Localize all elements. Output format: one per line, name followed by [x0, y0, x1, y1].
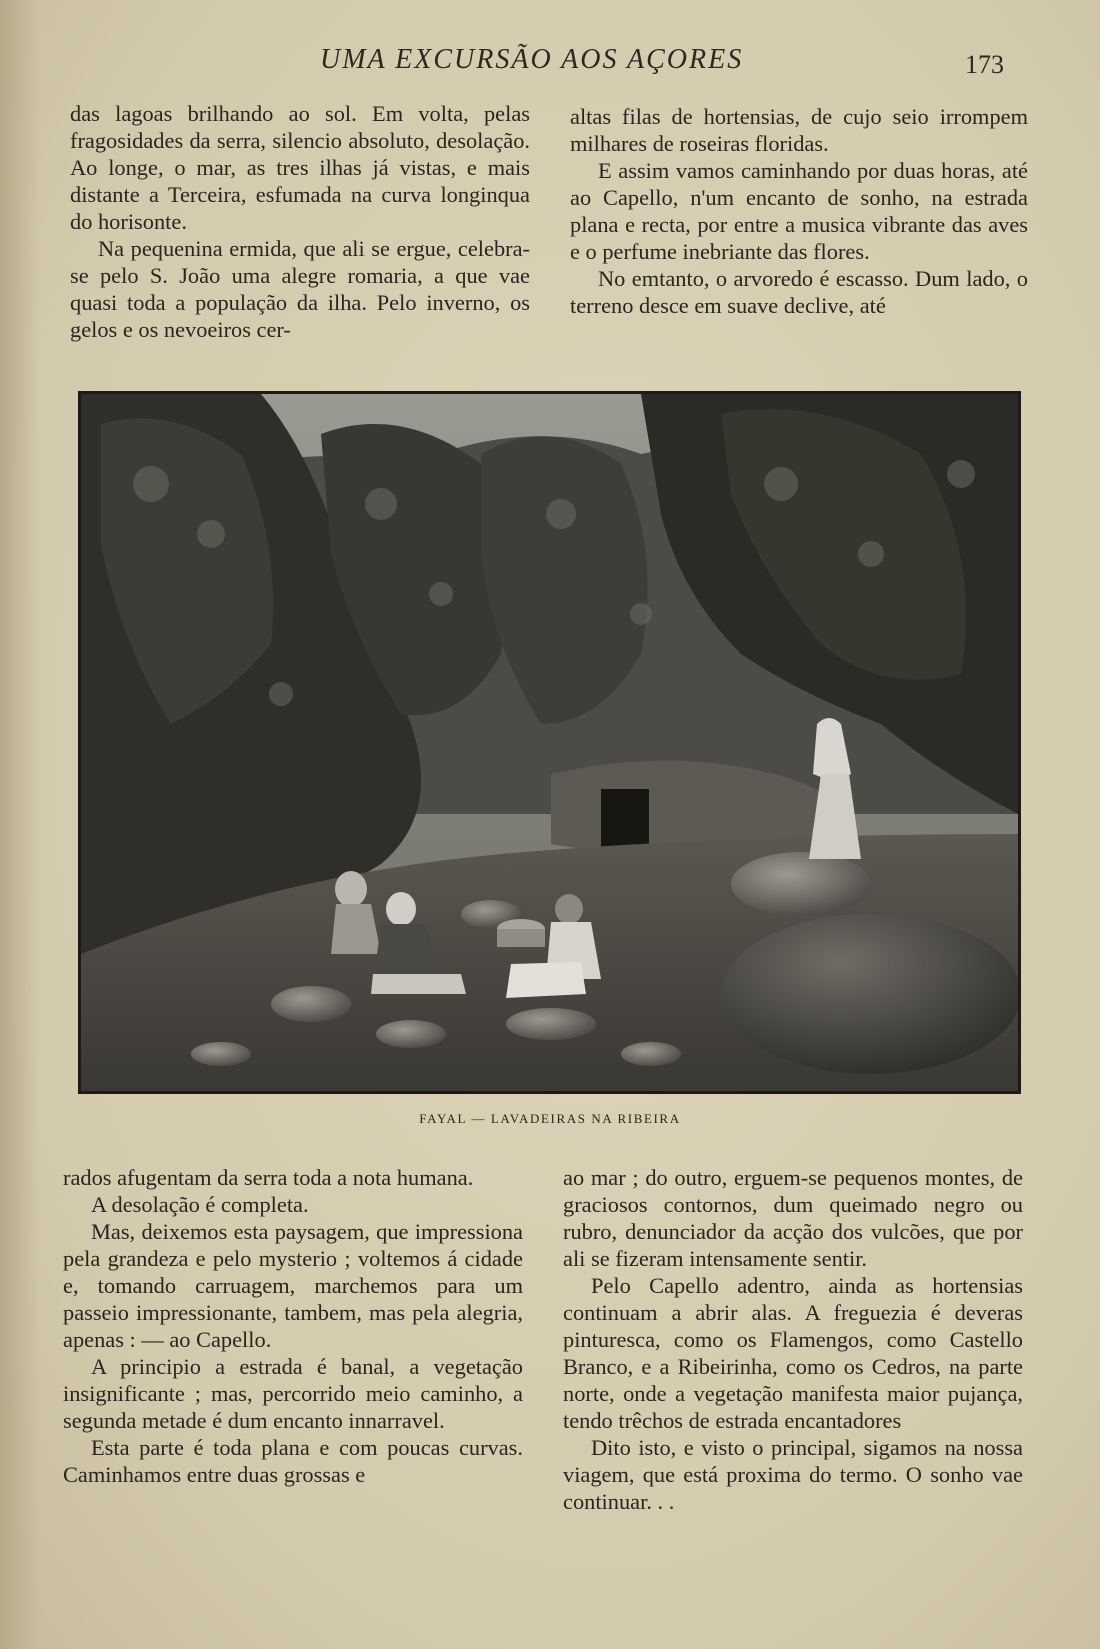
paragraph: No emtanto, o arvoredo é escasso. Dum lado, o terreno desce em suave declive, até [570, 266, 1028, 318]
page-number: 173 [965, 50, 1004, 79]
photo-caption: FAYAL — LAVADEIRAS NA RIBEIRA [419, 1111, 681, 1126]
paragraph: Esta parte é toda plana e com poucas curvas. Caminhamos entre duas grossas e [63, 1435, 523, 1487]
paragraph: rados afugentam da serra toda a nota humana. [63, 1165, 474, 1190]
running-title: UMA EXCURSÃO AOS AÇORES [320, 44, 744, 75]
paragraph: Dito isto, e visto o principal, sigamos na nossa viagem, que está proxima do termo. O sonho vae continuar. . . [563, 1435, 1023, 1514]
paragraph: E assim vamos caminhando por duas horas, até ao Capello, n'um encanto de sonho, na estrada plana e recta, por entre a musica vibrante das aves e o perfume inebriante das flores. [570, 158, 1028, 264]
paragraph: Na pequenina ermida, que ali se ergue, celebra-se pelo S. João uma alegre romaria, a que vae quasi toda a população da ilha. Pelo inverno, os gelos e os nevoeiros cer- [70, 236, 530, 342]
bottom-left-column [63, 1164, 523, 1488]
gutter-shadow [0, 0, 40, 1649]
photograph-washerwomen [78, 391, 1021, 1094]
top-right-column [570, 103, 1028, 319]
paragraph: A principio a estrada é banal, a vegetação insignificante ; mas, percorrido meio caminho, a segunda metade é dum encanto innarravel. [63, 1354, 523, 1433]
paragraph: A desolação é completa. [91, 1192, 309, 1217]
top-left-column [70, 100, 530, 343]
photo-illustration [81, 394, 1018, 1091]
paragraph: altas filas de hortensias, de cujo seio irrompem milhares de roseiras floridas. [570, 104, 1028, 156]
paragraph: Mas, deixemos esta paysagem, que impressiona pela grandeza e pelo mysterio ; voltemos á cidade e, tomando carruagem, marchemos para um passeio impressionante, tambem, mas pela alegria, apenas : — ao Capello. [63, 1219, 523, 1352]
paragraph: das lagoas brilhando ao sol. Em volta, pelas fragosidades da serra, silencio absoluto, desolação. Ao longe, o mar, as tres ilhas já vistas, e mais distante a Terceira, esfumada na curva longinqua do horisonte. [70, 101, 530, 234]
paragraph: Pelo Capello adentro, ainda as hortensias continuam a abrir alas. A freguezia é deveras pinturesca, como os Flamengos, como Castello Branco, e a Ribeirinha, como os Cedros, na parte norte, onde a vegetação manifesta maior pujança, tendo trêchos de estrada encantadores [563, 1273, 1023, 1433]
paragraph: ao mar ; do outro, erguem-se pequenos montes, de graciosos contornos, dum queimado negro ou rubro, denunciador da acção dos vulcões, que por ali se fizeram intensamente sentir. [563, 1165, 1023, 1271]
bottom-right-column [563, 1164, 1023, 1515]
